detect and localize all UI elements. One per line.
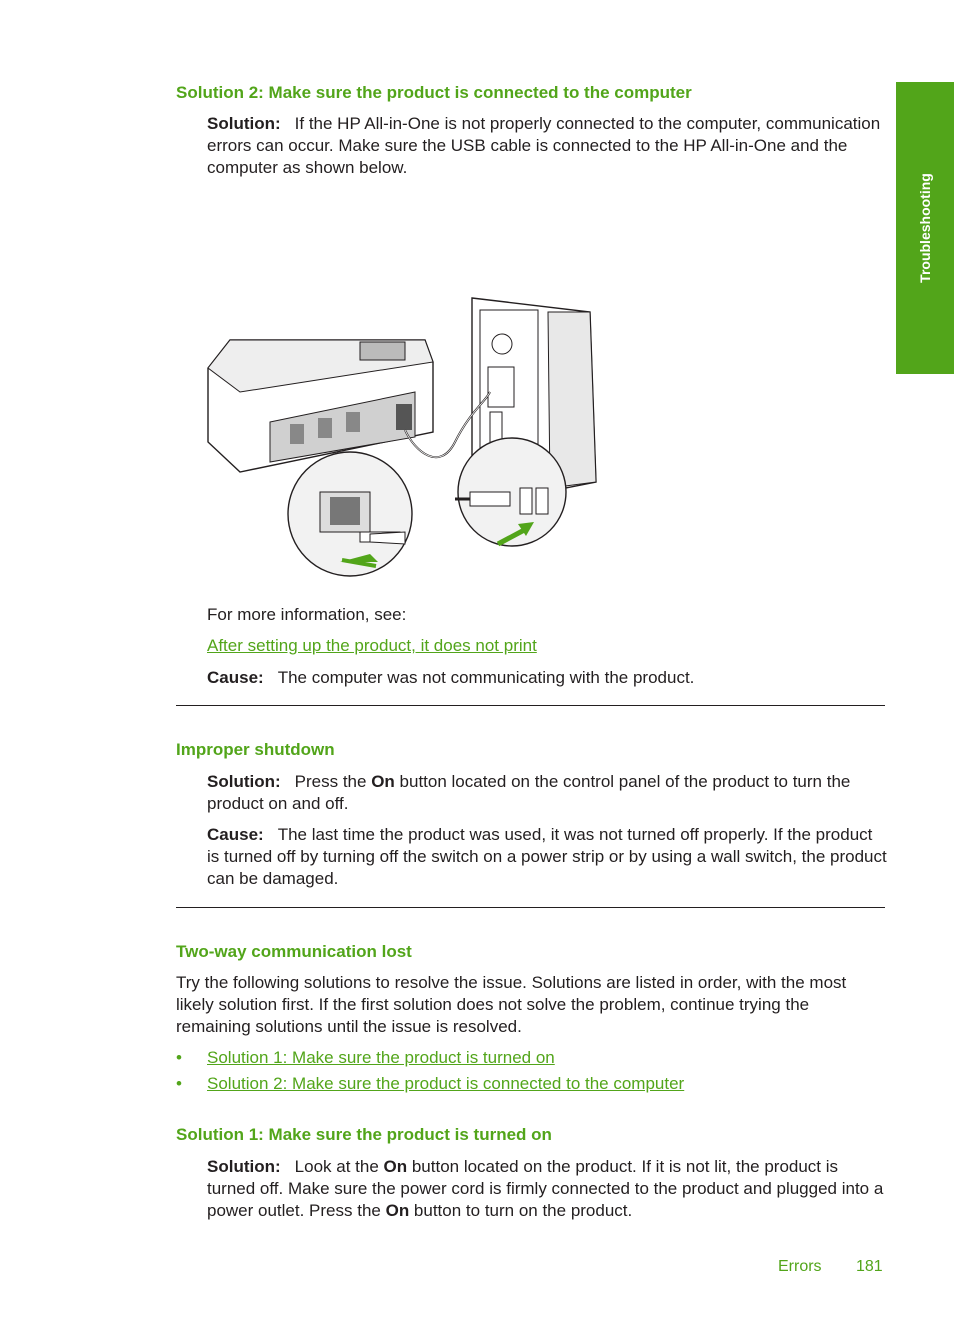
solution2-cause [207,667,887,689]
improper-shutdown-heading: Improper shutdown [176,740,335,759]
link-solution-2[interactable]: Solution 2: Make sure the product is connected to the computer [207,1074,685,1093]
cause-label: Cause: [207,668,264,687]
solution-label: Solution: [207,1157,281,1176]
cause-text: The computer was not communicating with the product. [277,668,695,687]
two-way-text: Try the following solutions to resolve the issue. Solutions are listed in order, with the most likely solution first. If the first solution does not solve the problem, continue trying the remaining solutions until the issue is resolved. [176,973,847,1036]
more-info-text: For more information, see: [207,605,407,624]
solution2-text: If the HP All-in-One is not properly connected to the computer, communication errors can occur. Make sure the USB cable is connected to the HP All-in-One and the computer as shown below. [207,114,881,177]
on-button-name: On [371,772,395,791]
link-solution-1[interactable]: Solution 1: Make sure the product is turned on [207,1048,555,1067]
solution1-heading: Solution 1: Make sure the product is turned on [176,1125,552,1144]
improper-solution: Solution: Press the On button located on the control panel of the product to turn the product on and off. [207,772,851,813]
bullet: • [176,1048,182,1067]
two-way-heading: Two-way communication lost [176,942,412,961]
solution1-paragraph: Solution: Look at the On button located on the product. If it is not lit, the product is turned off. Make sure the power cord is firmly connected to the product and plugged into a power outlet. Press the On button to turn on the product. [207,1157,884,1220]
cause-label: Cause: [207,825,264,844]
printer-icon [208,340,433,472]
improper-cause: Cause: The last time the product was used, it was not turned off properly. If the product is turned off by turning off the switch on a power strip or by using a wall switch, the product can be damaged. [207,825,887,888]
divider [176,705,885,706]
side-tab [896,82,954,374]
solution2-heading: Solution 2: Make sure the product is connected to the computer [176,83,692,102]
solution2-paragraph [207,113,887,179]
solution-label: Solution: [207,114,281,133]
usb-connection-illustration [200,292,610,577]
bullet: • [176,1074,182,1093]
printer-port-zoom [288,452,412,576]
side-tab-label: Troubleshooting [917,173,933,283]
link-after-setup[interactable]: After setting up the product, it does not print [207,636,537,655]
footer-section: Errors [778,1258,822,1275]
divider [176,907,885,908]
solution-label: Solution: [207,772,281,791]
page-number: 181 [856,1258,883,1275]
